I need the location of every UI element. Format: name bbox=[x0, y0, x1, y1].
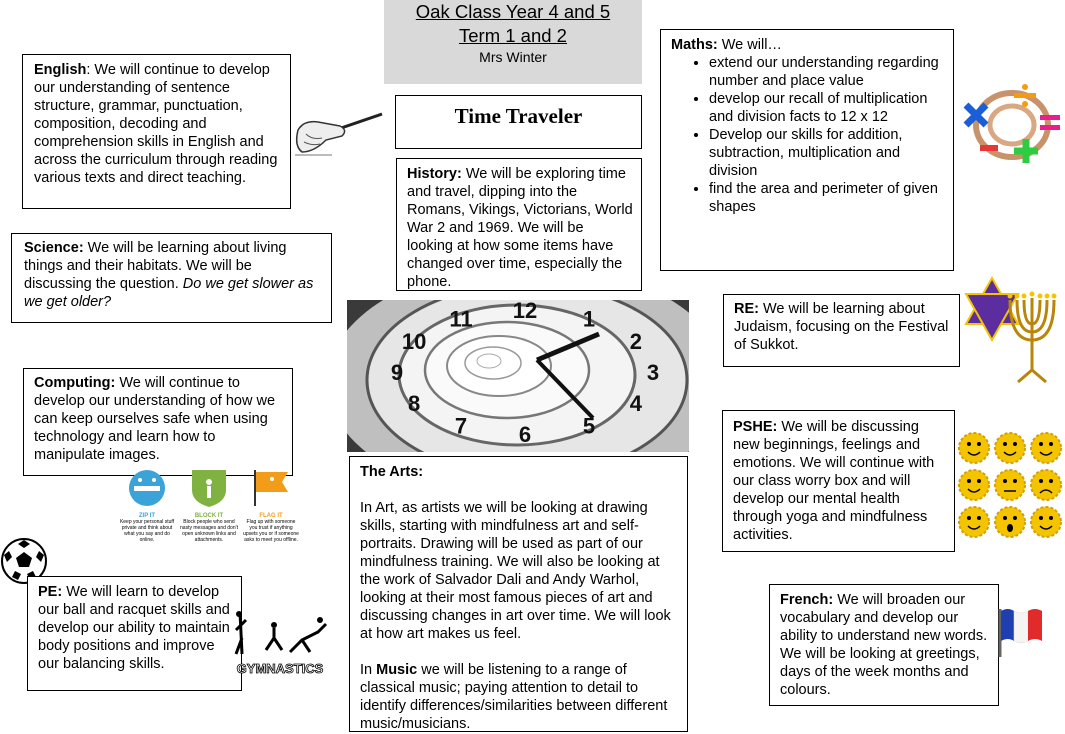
smiley-face-icon bbox=[959, 507, 989, 537]
french-heading: French: bbox=[780, 592, 834, 608]
pe-text: We will learn to develop our ball and racquet skills and develop our ability to maintain body positions and improve our balancing skills. bbox=[38, 584, 230, 672]
maths-list bbox=[671, 54, 945, 216]
pe-box bbox=[27, 576, 242, 691]
block-it-caption: Block people who send nasty messages and don't open unknown links and attachments. bbox=[180, 519, 238, 543]
hand-drawing-icon bbox=[292, 100, 384, 160]
class-header bbox=[384, 0, 642, 84]
zip-it-icon bbox=[118, 468, 176, 508]
emotion-faces-icon bbox=[956, 430, 1064, 540]
block-it-label: BLOCK IT bbox=[194, 513, 224, 519]
history-heading: History: bbox=[407, 166, 462, 182]
block-it-icon bbox=[180, 468, 238, 508]
maths-item: • find the area and perimeter of given shapes bbox=[709, 180, 945, 216]
zip-it-badge bbox=[118, 468, 176, 543]
arts-music-prefix: In bbox=[360, 662, 377, 678]
science-text: We will be learning about living things and their habitats. We will be discussing the question. bbox=[24, 240, 287, 292]
term-title: Term 1 and 2 bbox=[459, 25, 567, 46]
computing-heading: Computing: bbox=[34, 375, 116, 391]
topic-title: Time Traveler bbox=[395, 95, 642, 149]
flag-it-caption: Flag up with someone you trust if anything upsets you or if someone asks to meet you offline. bbox=[243, 519, 299, 543]
english-box bbox=[22, 54, 291, 209]
flag-it-label: FLAG IT bbox=[259, 513, 283, 519]
smiley-face-icon bbox=[959, 433, 989, 463]
science-box bbox=[11, 233, 332, 323]
clock-number: 6 bbox=[518, 422, 532, 447]
maths-intro: We will… bbox=[717, 37, 782, 53]
pshe-box bbox=[722, 410, 955, 552]
arts-music-text: we will be listening to a range of classical music; paying attention to detail to identify differences/similarities between different music/musicians. bbox=[360, 662, 668, 732]
french-box bbox=[769, 584, 999, 706]
clock-number: 4 bbox=[629, 391, 642, 416]
smiley-face-icon bbox=[995, 433, 1025, 463]
pshe-heading: PSHE: bbox=[733, 419, 778, 435]
teacher-name: Mrs Winter bbox=[479, 49, 547, 65]
clock-number: 10 bbox=[401, 329, 427, 354]
pshe-text: We will be discussing new beginnings, feelings and emotions. We will continue with our class worry box and will develop our mental health through yoga and mindfulness activities. bbox=[733, 419, 935, 543]
gymnastics-graphic bbox=[230, 610, 330, 676]
maths-box bbox=[660, 29, 954, 271]
maths-item: • develop our recall of multiplication and division facts to 12 x 12 bbox=[709, 90, 945, 126]
clock-number: 11 bbox=[449, 306, 473, 332]
re-text: We will be learning about Judaism, focusing on the Festival of Sukkot. bbox=[734, 301, 949, 353]
re-box bbox=[723, 294, 960, 367]
clock-number: 2 bbox=[629, 329, 642, 354]
arts-music-heading: Music bbox=[376, 662, 418, 678]
spiral-clock-image bbox=[347, 300, 689, 452]
clock-number: 12 bbox=[512, 300, 538, 323]
smiley-face-icon bbox=[1031, 470, 1061, 500]
menorah-icon bbox=[1004, 288, 1060, 386]
history-box bbox=[396, 158, 642, 291]
smiley-face-icon bbox=[959, 470, 989, 500]
re-heading: RE: bbox=[734, 301, 759, 317]
flag-it-badge bbox=[242, 468, 300, 543]
computing-box bbox=[23, 368, 293, 476]
pe-heading: PE: bbox=[38, 584, 63, 600]
arts-box bbox=[349, 456, 688, 732]
block-it-badge bbox=[180, 468, 238, 543]
gymnast-silhouettes-icon bbox=[230, 610, 330, 656]
computing-text: We will continue to develop our understanding of how we can keep ourselves safe when using technology and learn how to manipulate images. bbox=[34, 375, 276, 463]
science-heading: Science: bbox=[24, 240, 84, 256]
english-heading: English bbox=[34, 62, 87, 78]
history-text: We will be exploring time and travel, dipping into the Romans, Vikings, Victorians, World War 2 and 1969. We will be looking at how some items have changed over time, especially the phone. bbox=[407, 166, 633, 290]
maths-symbols-icon bbox=[960, 83, 1064, 167]
maths-item: • extend our understanding regarding number and place value bbox=[709, 54, 945, 90]
smiley-face-icon bbox=[1031, 507, 1061, 537]
clock-number: 3 bbox=[646, 360, 660, 385]
arts-heading: The Arts: bbox=[360, 464, 424, 480]
french-flag-icon bbox=[994, 605, 1048, 659]
english-text: : We will continue to develop our understanding of sentence structure, grammar, punctuation, composition, decoding and comprehension skills in English and across the curriculum through reading various texts and direct teaching. bbox=[34, 62, 278, 186]
class-title: Oak Class Year 4 and 5 bbox=[415, 1, 611, 22]
french-text: We will broaden our vocabulary and develop our ability to understand new words. We will be looking at greetings, days of the week months and colours. bbox=[780, 592, 988, 698]
arts-art-text: In Art, as artists we will be looking at drawing skills, starting with mindfulness art and self-portraits. Drawing will be used as part of our mindfulness training. We will also be looking at the work of Salvador Dali and Andy Warhol, looking at their most famous pieces of art and discussing changes in art over time. We will look at how art makes us feel. bbox=[360, 500, 671, 642]
maths-heading: Maths: bbox=[671, 37, 718, 53]
flag-it-icon bbox=[242, 468, 300, 508]
zip-it-label: ZIP IT bbox=[138, 513, 156, 519]
clock-number: 7 bbox=[454, 413, 468, 439]
clock-number: 8 bbox=[408, 391, 421, 416]
maths-item: • Develop our skills for addition, subtraction, multiplication and division bbox=[709, 126, 945, 180]
clock-number: 5 bbox=[582, 413, 596, 439]
clock-number: 9 bbox=[390, 360, 404, 385]
zip-it-caption: Keep your personal stuff private and think about what you say and do online. bbox=[119, 519, 175, 543]
gymnastics-label: GYMNASTICS bbox=[236, 661, 324, 676]
clock-number: 1 bbox=[582, 306, 596, 332]
smiley-face-icon bbox=[995, 470, 1025, 500]
smiley-face-icon bbox=[995, 507, 1025, 537]
smiley-face-icon bbox=[1031, 433, 1061, 463]
science-question: Do we get slower as we get older? bbox=[24, 276, 314, 310]
